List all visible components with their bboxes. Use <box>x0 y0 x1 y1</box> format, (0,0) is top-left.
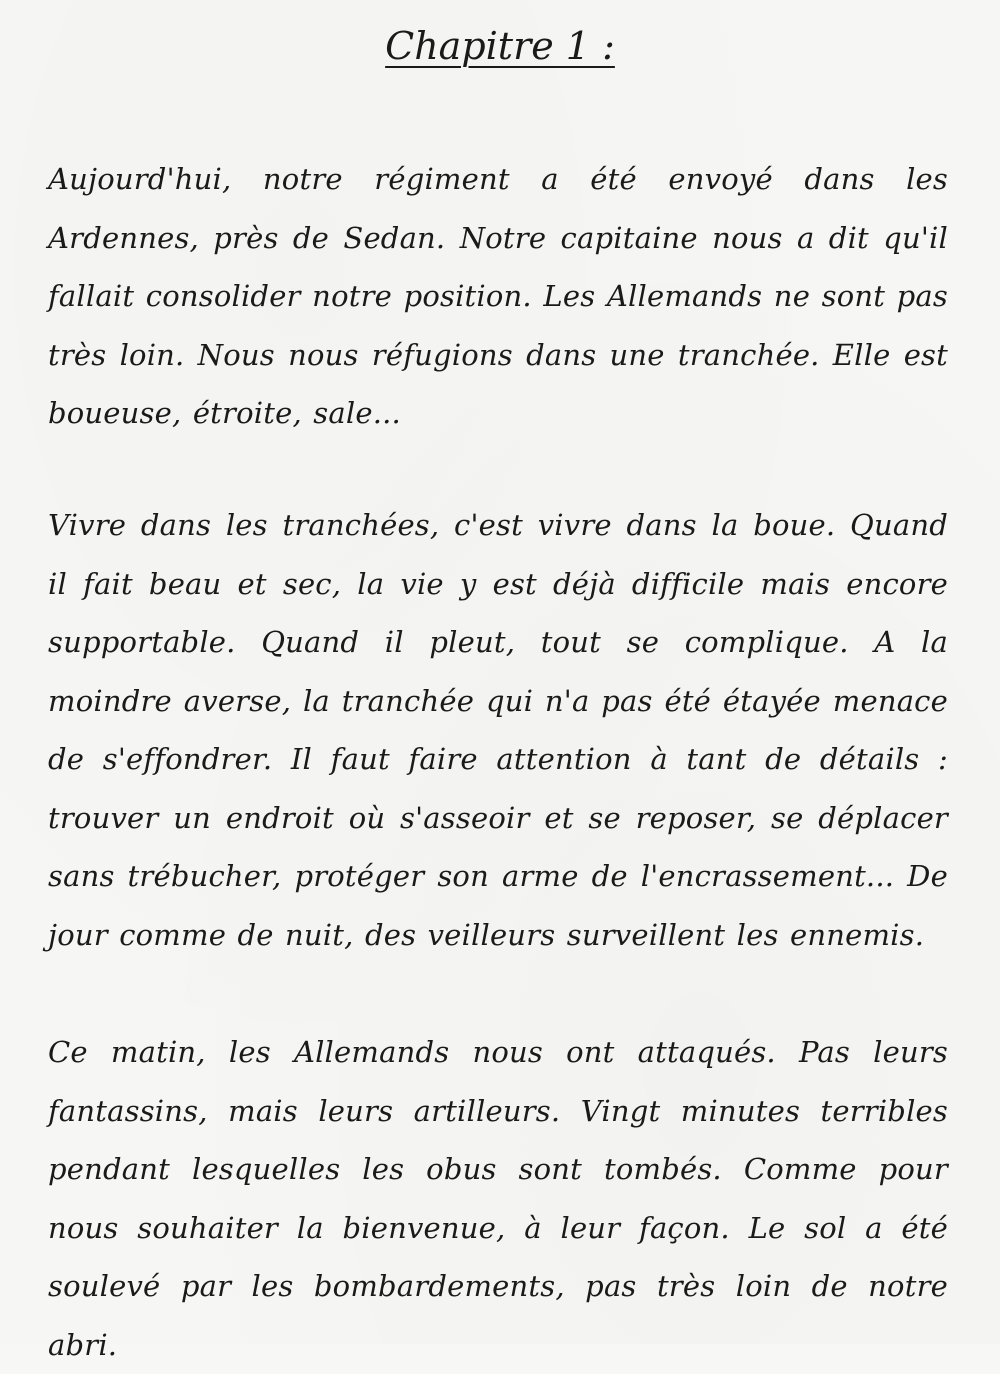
paragraph-3: Ce matin, les Allemands nous ont attaqués. Pas leurs fantassins, mais leurs artilleurs. Vingt minutes terribles pendant lesquelles les obus sont tombés. Comme pour nous souhaiter la bienvenue, à leur façon. Le sol a été soulevé par les bombardements, pas très loin de notre abri. <box>48 1035 948 1362</box>
chapter-title <box>0 16 1000 76</box>
chapter-title-text: Chapitre 1 : <box>385 24 615 68</box>
paragraph-2: Vivre dans les tranchées, c'est vivre dans la boue. Quand il fait beau et sec, la vie y est déjà difficile mais encore supportable. Quand il pleut, tout se complique. A la moindre averse, la tranchée qui n'a pas été étayée menace de s'effondrer. Il faut faire attention à tant de détails : trouver un endroit où s'asseoir et se reposer, se déplacer sans trébucher, protéger son arme de l'encrassement... De jour comme de nuit, des veilleurs surveillent les ennemis. <box>48 508 948 952</box>
paragraph-1: Aujourd'hui, notre régiment a été envoyé dans les Ardennes, près de Sedan. Notre capitaine nous a dit qu'il fallait consolider notre position. Les Allemands ne sont pas très loin. Nous nous réfugions dans une tranchée. Elle est boueuse, étroite, sale... <box>48 162 948 430</box>
